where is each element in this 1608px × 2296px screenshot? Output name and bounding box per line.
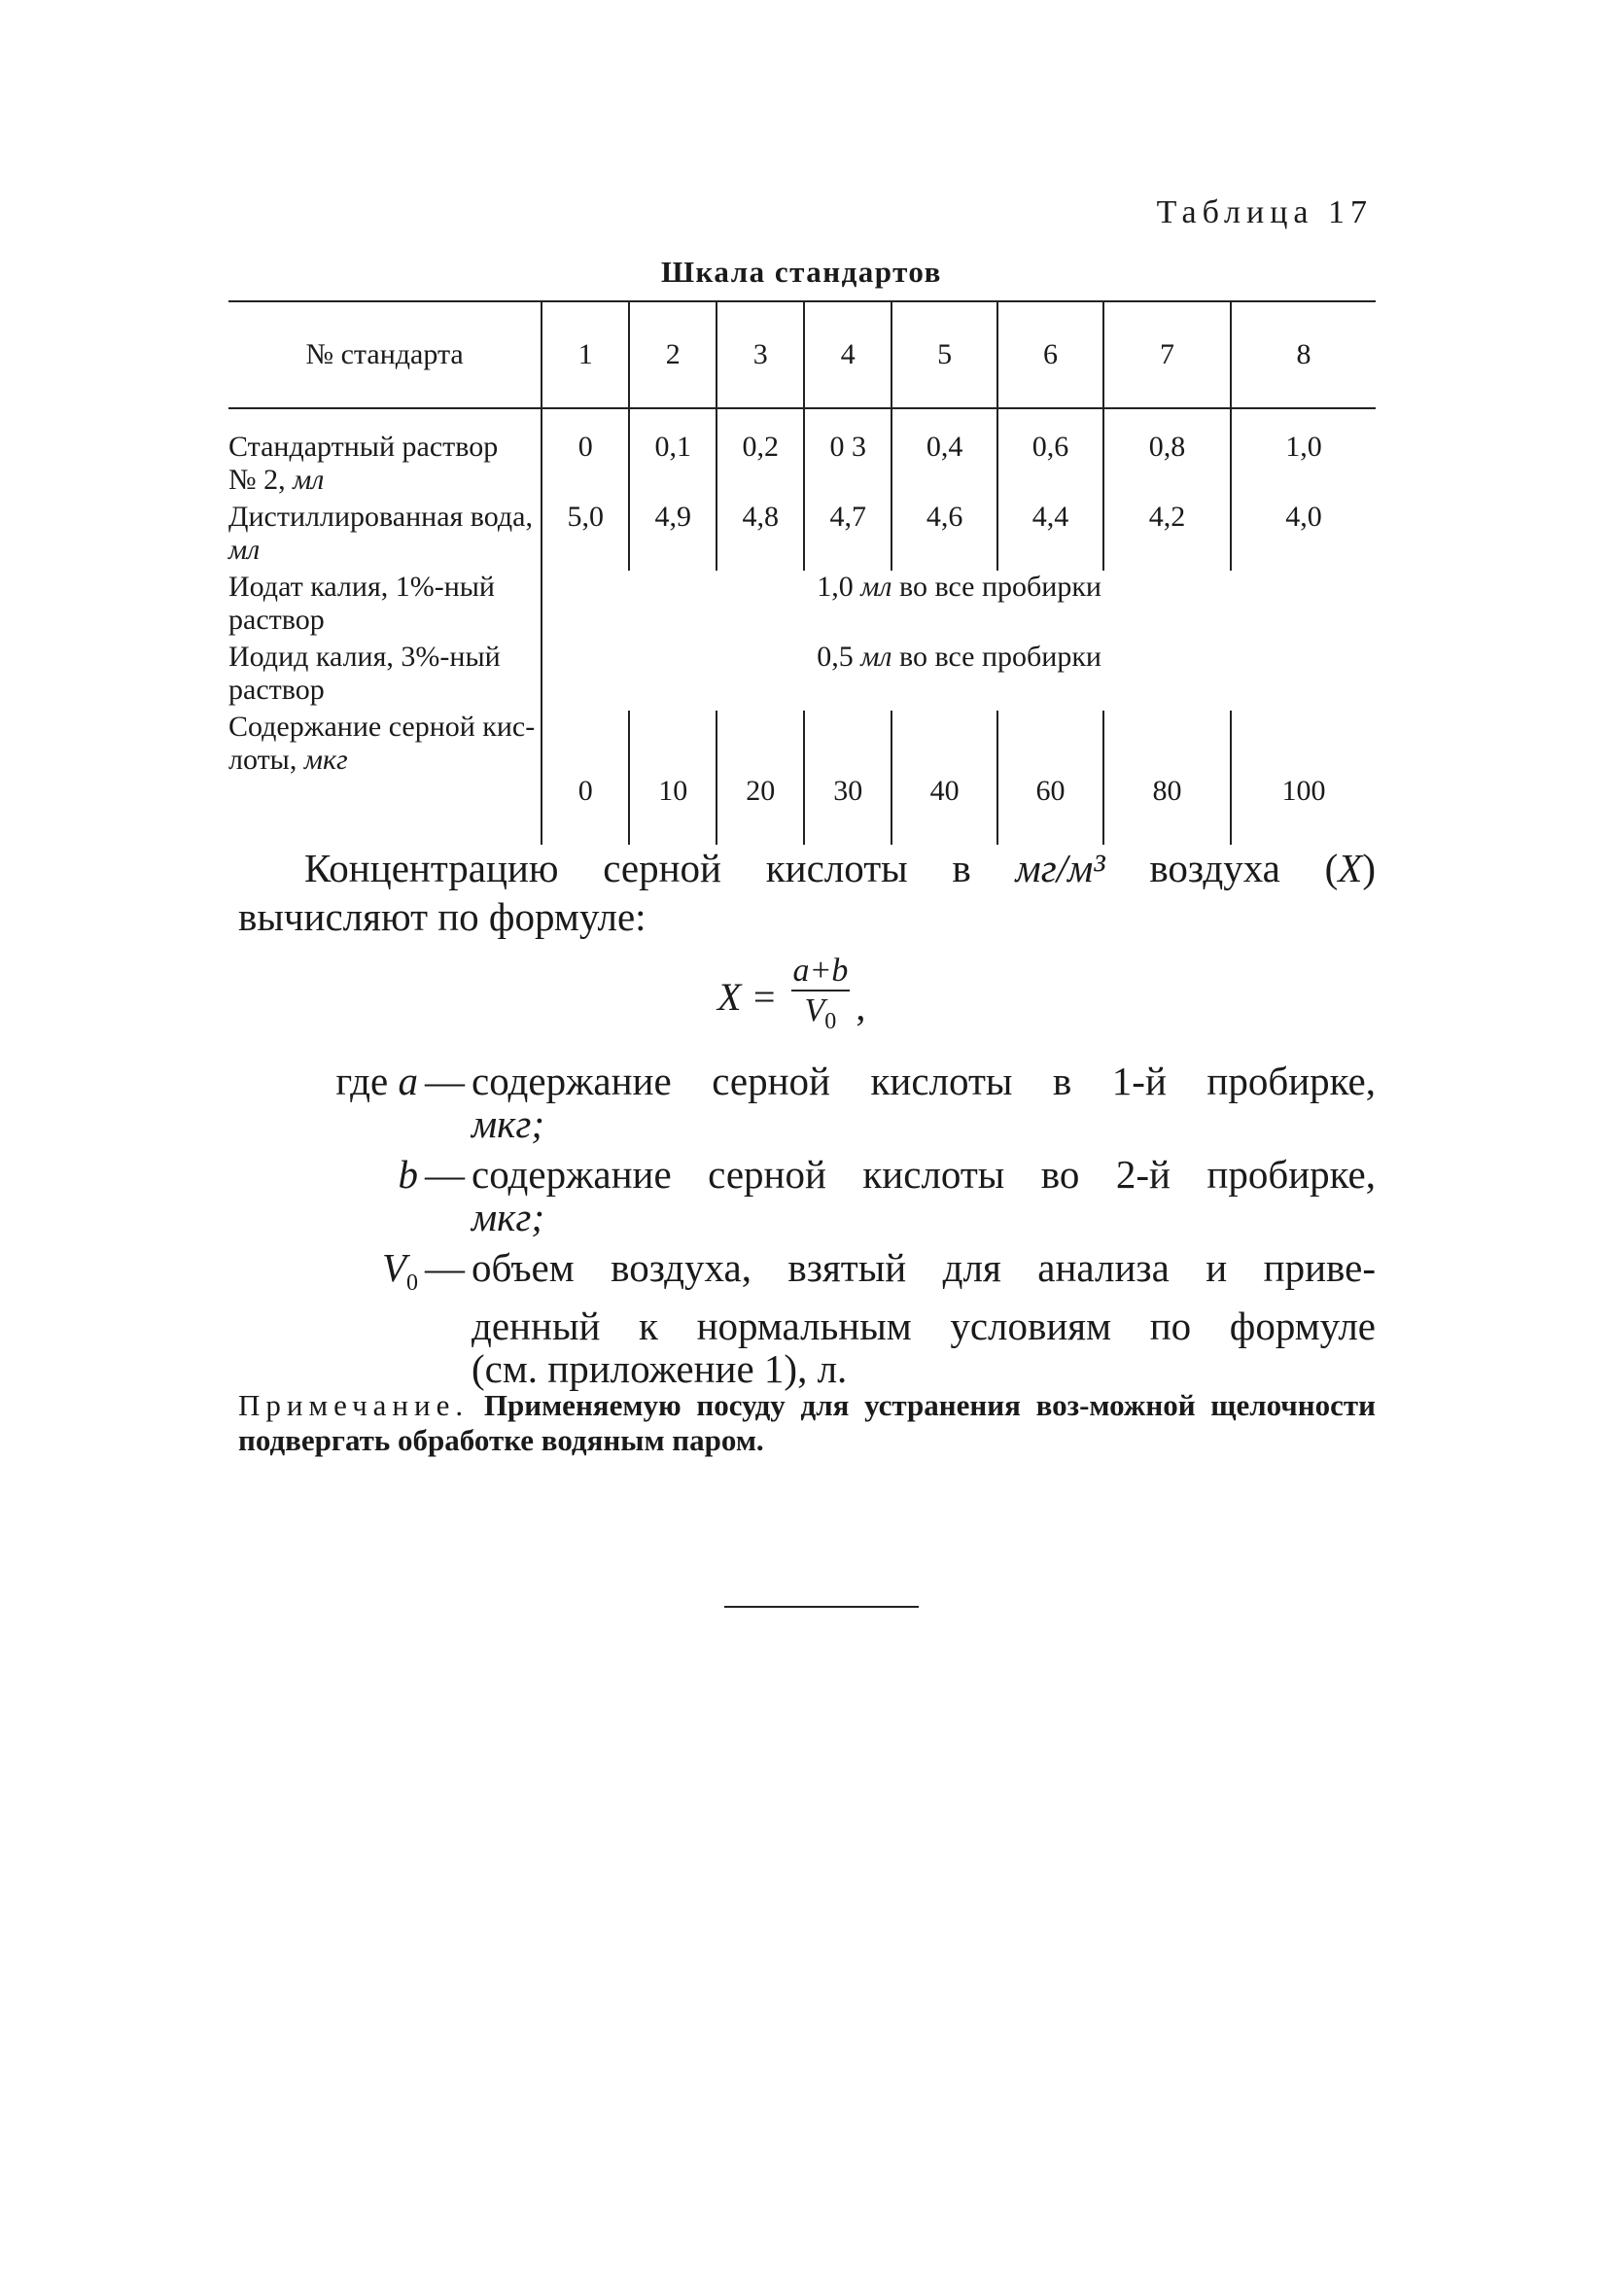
- table-cell: 0 3: [804, 431, 891, 501]
- table-cell: 0,6: [997, 431, 1103, 501]
- end-rule: [724, 1606, 919, 1608]
- table-cell: 4,6: [891, 501, 997, 571]
- table-cell: 0: [542, 711, 629, 845]
- table-cell: 4,8: [717, 501, 804, 571]
- formula: X = $\frac{a+b}{V_0}$ ,: [717, 953, 865, 1041]
- variable-definitions: где a — содержание серной кислоты в 1-й пробирке, мкг; b — содержание серной кислоты во 2-й пробирке, мкг; $V_0$ — объем воздуха, взятый для анализа и приве- денный к нормальным условиям по формуле (см. приложение 1), л.: [238, 1060, 1376, 1390]
- row-label: Иодат калия, 1%-ный раствор: [228, 571, 495, 636]
- table-cell: 4,0: [1231, 501, 1376, 571]
- definition-item: b — содержание серной кислоты во 2-й пробирке,: [398, 1152, 1376, 1197]
- standards-table: [228, 300, 1376, 845]
- table-cell: 1,0: [1231, 431, 1376, 501]
- table-cell: 40: [891, 711, 997, 845]
- table-row: [228, 711, 1376, 845]
- concentration-paragraph: Концентрацию серной кислоты в мг/м³ воздуха (X) вычисляют по формуле:: [238, 846, 1376, 939]
- table-cell: 30: [804, 711, 891, 845]
- table-cell: 4,4: [997, 501, 1103, 571]
- table-title: Шкала стандартов: [661, 255, 942, 289]
- row-label: Иодид калия, 3%-ный раствор: [228, 641, 501, 706]
- note: [238, 1388, 1376, 1458]
- spanning-cell: 1,0 мл во все пробирки: [542, 571, 1376, 641]
- table-cell: 0,2: [717, 431, 804, 501]
- formula-numerator: a+b: [792, 953, 849, 989]
- formula-lhs: X =: [717, 974, 778, 1019]
- table-cell: 0,8: [1103, 431, 1231, 501]
- table-cell: 0: [542, 431, 629, 501]
- table-cell: 0,1: [629, 431, 717, 501]
- formula-denominator: $V_0$: [791, 990, 851, 1041]
- table-cell: 4,9: [629, 501, 717, 571]
- table-cell: 4,2: [1103, 501, 1231, 571]
- table-row: [228, 501, 1376, 571]
- row-label: Стандартный раствор № 2, мл: [228, 431, 499, 496]
- header-col-5: 5: [891, 301, 997, 408]
- table-row: [228, 641, 1376, 711]
- header-col-3: 3: [717, 301, 804, 408]
- table-cell: 10: [629, 711, 717, 845]
- table-cell: 100: [1231, 711, 1376, 845]
- row-label: Дистиллированная вода, мл: [228, 501, 533, 566]
- header-col-4: 4: [804, 301, 891, 408]
- header-col-2: 2: [629, 301, 717, 408]
- table-number: Таблица 17: [1156, 194, 1373, 230]
- note-text: Применяемую посуду для устранения воз-можной щелочности подвергать обработке водяным паром.: [238, 1388, 1376, 1457]
- table-cell: 20: [717, 711, 804, 845]
- table-cell: 80: [1103, 711, 1231, 845]
- header-standard-number: № стандарта: [228, 301, 542, 408]
- definition-item: $V_0$ — объем воздуха, взятый для анализа и приве-: [381, 1245, 1376, 1297]
- header-col-6: 6: [997, 301, 1103, 408]
- table-cell: 5,0: [542, 501, 629, 571]
- header-col-1: 1: [542, 301, 629, 408]
- table-cell: 60: [997, 711, 1103, 845]
- note-label: Примечание.: [238, 1388, 470, 1422]
- header-col-7: 7: [1103, 301, 1231, 408]
- definition-item: где a — содержание серной кислоты в 1-й пробирке,: [335, 1059, 1376, 1103]
- table-row: [228, 571, 1376, 641]
- table-cell: 0,4: [891, 431, 997, 501]
- spanning-cell: 0,5 мл во все пробирки: [542, 641, 1376, 711]
- table-header-row: [228, 301, 1376, 408]
- table-row: [228, 431, 1376, 501]
- row-label: Содержание серной кис- лоты, мкг: [228, 711, 536, 776]
- table-cell: 4,7: [804, 501, 891, 571]
- header-col-8: 8: [1231, 301, 1376, 408]
- formula-fraction: [787, 953, 854, 1041]
